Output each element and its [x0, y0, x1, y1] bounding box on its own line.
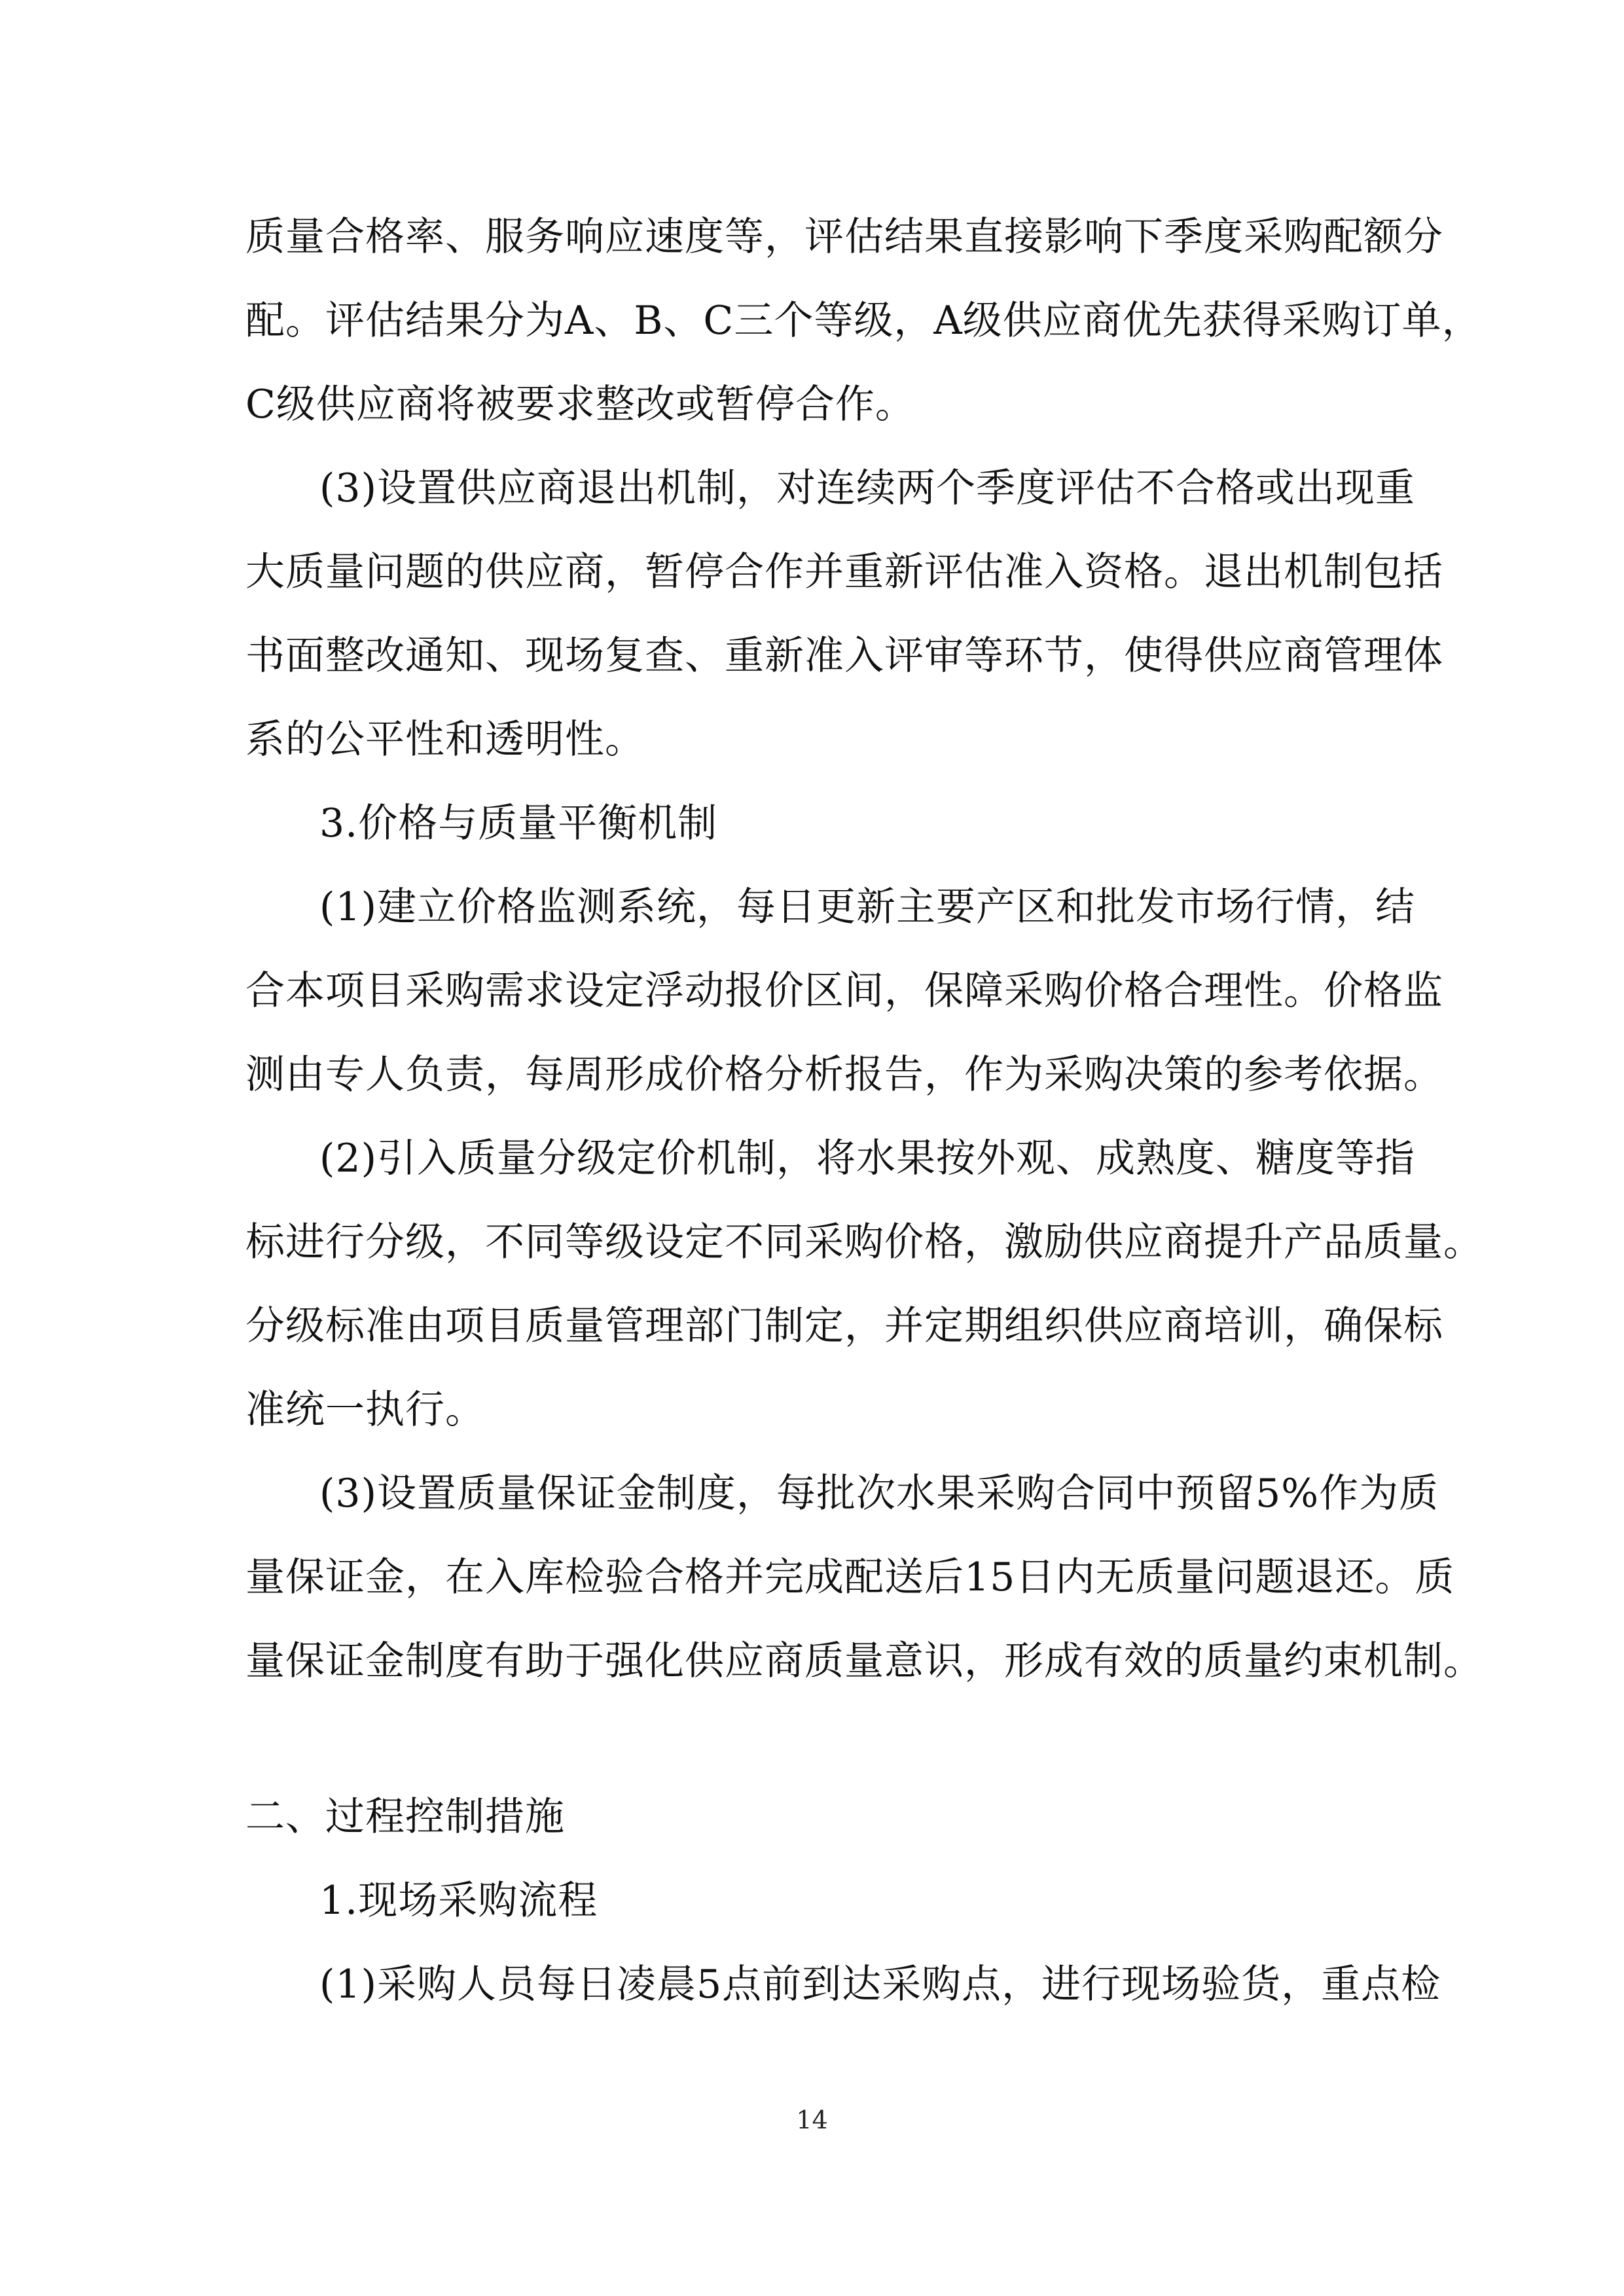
body-text-line: C级供应商将被要求整改或暂停合作。: [245, 382, 915, 427]
body-text-line: (1)建立价格监测系统，每日更新主要产区和批发市场行情，结: [319, 884, 1415, 930]
body-text-line: 标进行分级，不同等级设定不同采购价格，激励供应商提升产品质量。: [245, 1219, 1483, 1265]
body-text-line: 书面整改通知、现场复查、重新准入评审等环节，使得供应商管理体: [245, 633, 1443, 679]
body-text-line: 量保证金制度有助于强化供应商质量意识，形成有效的质量约束机制。: [245, 1638, 1483, 1684]
body-text-line: (3)设置质量保证金制度，每批次水果采购合同中预留5%作为质: [319, 1471, 1439, 1516]
subsection-heading: 3.价格与质量平衡机制: [319, 800, 718, 846]
body-text-line: (3)设置供应商退出机制，对连续两个季度评估不合格或出现重: [319, 465, 1415, 511]
page-number: 14: [796, 2106, 828, 2134]
body-text-line: 合本项目采购需求设定浮动报价区间，保障采购价格合理性。价格监: [245, 968, 1443, 1014]
section-heading: 二、过程控制措施: [245, 1794, 565, 1840]
body-text-line: (1)采购人员每日凌晨5点前到达采购点，进行现场验货，重点检: [319, 1962, 1441, 2007]
subsection-heading: 1.现场采购流程: [319, 1878, 598, 1924]
body-text-line: 量保证金，在入库检验合格并完成配送后15日内无质量问题退还。质: [245, 1554, 1455, 1600]
body-text-line: 大质量问题的供应商，暂停合作并重新评估准入资格。退出机制包括: [245, 549, 1443, 595]
body-text-line: 配。评估结果分为A、B、C三个等级，A级供应商优先获得采购订单，: [245, 298, 1482, 344]
body-text-line: 准统一执行。: [245, 1387, 485, 1433]
body-text-line: 测由专人负责，每周形成价格分析报告，作为采购决策的参考依据。: [245, 1052, 1443, 1098]
body-text-line: 质量合格率、服务响应速度等，评估结果直接影响下季度采购配额分: [245, 214, 1443, 260]
body-text-line: (2)引入质量分级定价机制，将水果按外观、成熟度、糖度等指: [319, 1136, 1415, 1181]
body-text-line: 分级标准由项目质量管理部门制定，并定期组织供应商培训，确保标: [245, 1303, 1443, 1349]
body-text-line: 系的公平性和透明性。: [245, 717, 645, 762]
